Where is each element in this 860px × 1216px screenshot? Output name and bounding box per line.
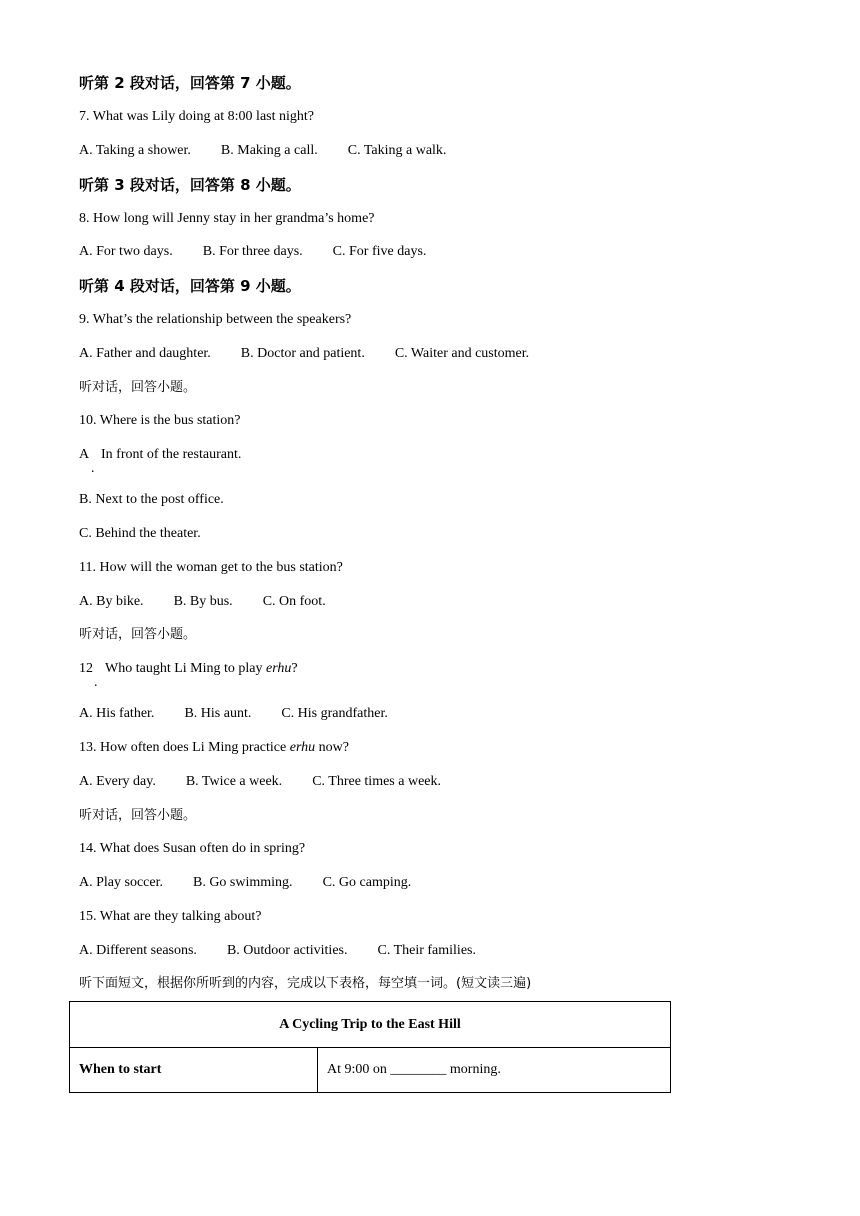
question-15: 15. What are they talking about? [79, 909, 262, 924]
question-12-options [79, 705, 388, 723]
option-b: B. Twice a week. [185, 774, 283, 789]
question-dot: . [94, 675, 98, 690]
question-12 [79, 660, 298, 690]
question-text: Who taught Li Ming to play [105, 661, 266, 676]
option-a: A. Every day. [79, 774, 156, 789]
question-10-option-b: B. Next to the post office. [79, 492, 224, 507]
question-14: 14. What does Susan often do in spring? [79, 841, 306, 856]
question-13 [79, 739, 349, 757]
option-dot: . [91, 461, 95, 476]
question-14-options [79, 874, 411, 892]
instruction-3: 听对话，回答小题。 [79, 808, 197, 823]
section-heading-2: 听第 2 段对话，回答第 7 小题。 [79, 74, 301, 92]
option-c: C. Their families. [377, 943, 476, 958]
option-c: C. Go camping. [322, 875, 412, 890]
question-8-options [79, 243, 426, 261]
option-b: B. Outdoor activities. [226, 943, 348, 958]
option-a: A. By bike. [79, 594, 144, 609]
option-c: C. Three times a week. [312, 774, 441, 789]
option-b: B. Making a call. [220, 143, 318, 158]
question-number: 12 [79, 661, 93, 676]
option-a-text: In front of the restaurant. [101, 447, 242, 462]
trip-table [69, 1001, 671, 1093]
option-a: A. Father and daughter. [79, 346, 211, 361]
table-title: A Cycling Trip to the East Hill [70, 1002, 671, 1048]
option-a: A. Taking a shower. [79, 143, 191, 158]
option-a: A. Different seasons. [79, 943, 197, 958]
question-7: 7. What was Lily doing at 8:00 last night? [79, 109, 314, 124]
question-10: 10. Where is the bus station? [79, 413, 241, 428]
option-a: A. Play soccer. [79, 875, 163, 890]
instruction-1: 听对话，回答小题。 [79, 380, 197, 395]
option-b: B. By bus. [173, 594, 233, 609]
row-label-when-to-start: When to start [70, 1048, 318, 1093]
question-italic-term: erhu [289, 740, 316, 755]
question-italic-term: erhu [265, 661, 292, 676]
option-c: C. Waiter and customer. [394, 346, 530, 361]
option-letter: A [79, 447, 90, 462]
question-7-options [79, 142, 446, 160]
option-c: C. His grandfather. [281, 706, 388, 721]
question-text-end: now? [315, 740, 349, 755]
section-heading-3: 听第 3 段对话，回答第 8 小题。 [79, 176, 301, 194]
option-b: B. Doctor and patient. [240, 346, 365, 361]
row-value-when-to-start: At 9:00 on ________ morning. [318, 1048, 671, 1093]
option-c: C. For five days. [332, 244, 427, 259]
option-a: A. His father. [79, 706, 155, 721]
question-11: 11. How will the woman get to the bus station? [79, 560, 343, 575]
question-9: 9. What’s the relationship between the speakers? [79, 312, 352, 327]
table-row [70, 1048, 671, 1093]
question-15-options [79, 942, 476, 960]
question-11-options [79, 593, 326, 611]
option-b: B. Go swimming. [192, 875, 293, 890]
option-b: B. His aunt. [184, 706, 252, 721]
table-title-row [70, 1002, 671, 1048]
option-a: A. For two days. [79, 244, 173, 259]
instruction-4: 听下面短文，根据你所听到的内容，完成以下表格，每空填一词。(短文读三遍) [79, 976, 532, 991]
question-10-option-a [79, 446, 242, 476]
question-9-options [79, 345, 529, 363]
question-text: 13. How often does Li Ming practice [79, 740, 290, 755]
question-10-option-c: C. Behind the theater. [79, 526, 201, 541]
option-b: B. For three days. [202, 244, 303, 259]
question-punct: ? [291, 661, 298, 676]
section-heading-4: 听第 4 段对话，回答第 9 小题。 [79, 277, 301, 295]
option-c: C. On foot. [262, 594, 326, 609]
instruction-2: 听对话，回答小题。 [79, 627, 197, 642]
question-8: 8. How long will Jenny stay in her grandma’s home? [79, 211, 375, 226]
option-c: C. Taking a walk. [347, 143, 447, 158]
question-13-options [79, 773, 441, 791]
